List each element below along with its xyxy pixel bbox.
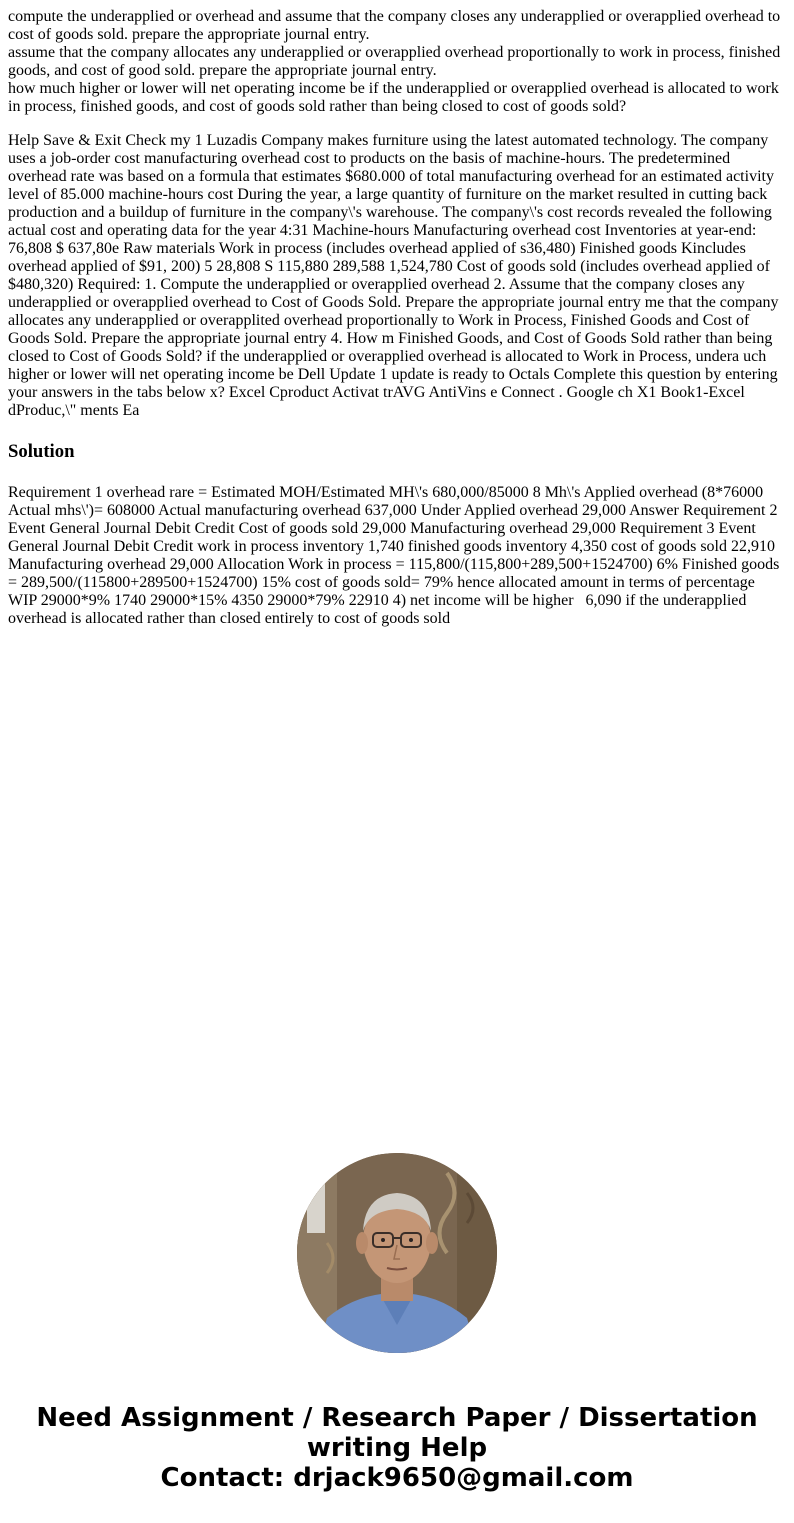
question-line-2: assume that the company allocates any underapplied or overapplied overhead proportionally to work in process, finished goods, and cost of good sold. prepare the appropriate journal entry. xyxy=(8,44,781,79)
promo-line-1: Need Assignment / Research Paper / Dissertation xyxy=(36,1403,758,1433)
author-portrait-image xyxy=(297,1153,497,1353)
promo-banner xyxy=(0,1403,794,1493)
question-line-3: how much higher or lower will net operating income be if the underapplied or overapplied overhead is allocated to work in process, finished goods, and cost of goods sold rather than being closed to cost of goods sold? xyxy=(8,80,779,115)
solution-body: Requirement 1 overhead rare = Estimated MOH/Estimated MH\'s 680,000/85000 8 Mh\'s Applied overhead (8*76000 Actual mhs\')= 608000 Actual manufacturing overhead 637,000 Under Applied overhead 29,000 Answer Requirement 2 Event General Journal Debit Credit Cost of goods sold 29,000 Manufacturing overhead 29,000 Requirement 3 Event General Journal Debit Credit work in process inventory 1,740 finished goods inventory 4,350 cost of goods sold 22,910 Manufacturing overhead 29,000 Allocation Work in process = 115,800/(115,800+289,500+1524700) 6% Finished goods = 289,500/(115800+289500+1524700) 15% cost of goods sold= 79% hence allocated amount in terms of percentage WIP 29000*9% 1740 29000*15% 4350 29000*79% 22910 4) net income will be higher 6,090 if the underapplied overhead is allocated rather than closed entirely to cost of goods sold xyxy=(8,484,780,627)
solution-heading: Solution xyxy=(8,441,75,462)
question-line-1: compute the underapplied or overhead and assume that the company closes any underapplied or overapplied overhead to cost of goods sold. prepare the appropriate journal entry. xyxy=(8,8,781,43)
question-body: Help Save & Exit Check my 1 Luzadis Company makes furniture using the latest automated technology. The company uses a job-order cost manufacturing overhead cost to products on the basis of machine-hours. The predetermined overhead rate was based on a formula that estimates $680.000 of total manufacturing overhead for an estimated activity level of 85.000 machine-hours cost During the year, a large quantity of furniture on the market resulted in cutting back production and a buildup of furniture in the company\'s warehouse. The company\'s cost records revealed the following actual cost and operating data for the year 4:31 Machine-hours Manufacturing overhead cost Inventories at year-end: 76,808 $ 637,80e Raw materials Work in process (includes overhead applied of s36,480) Finished goods Kincludes overhead applied of $91, 200) 5 28,808 S 115,880 289,588 1,524,780 Cost of goods sold (includes overhead applied of $480,320) Required: 1. Compute the underapplied or overapplied overhead 2. Assume that the company closes any underapplied or overapplied overhead to Cost of Goods Sold. Prepare the appropriate journal entry me that the company allocates any underapplied or overapplited overhead proportionally to Work in Process, Finished Goods and Cost of Goods Sold. Prepare the appropriate journal entry 4. How m Finished Goods, and Cost of Goods Sold rather than being closed to Cost of Goods Sold? if the underapplied or overapplied overhead is allocated to Work in Process, undera uch higher or lower will net operating income be Dell Update 1 update is ready to Octals Complete this question by entering your answers in the tabs below x? Excel Cproduct Activat trAVG AntiVins e Connect . Google ch X1 Book1-Excel dProduc,\" ments Ea xyxy=(8,132,779,419)
author-avatar xyxy=(297,1153,497,1353)
promo-contact: Contact: drjack9650@gmail.com xyxy=(160,1463,634,1493)
document-content xyxy=(8,8,786,628)
promo-line-2: writing Help xyxy=(306,1433,488,1463)
